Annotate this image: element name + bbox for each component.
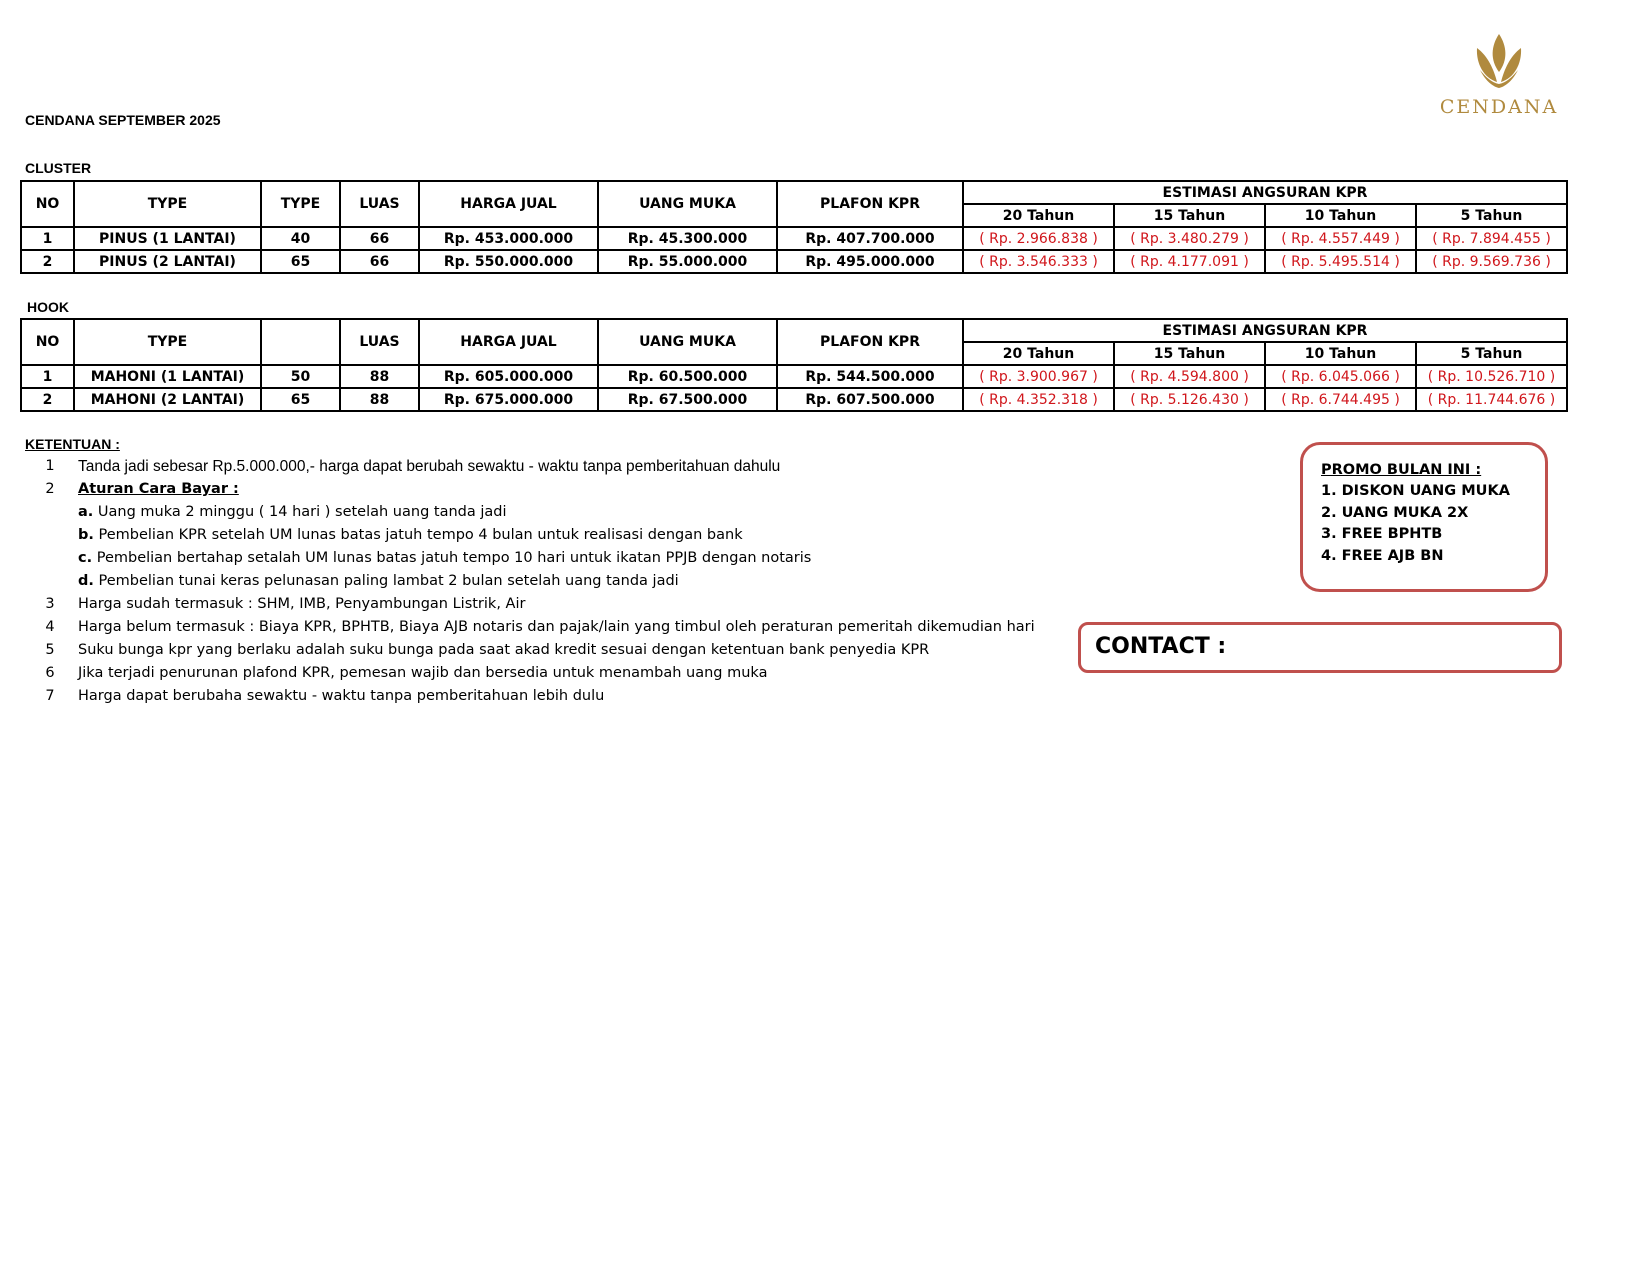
- sub-item: [40, 547, 1040, 570]
- promo-box: [1300, 442, 1548, 592]
- list-item: [40, 593, 1040, 616]
- cell-type: PINUS (1 LANTAI): [74, 227, 261, 250]
- cell-angsuran-5: ( Rp. 9.569.736 ): [1416, 250, 1567, 273]
- header-plafon-kpr: PLAFON KPR: [777, 181, 963, 227]
- cell-angsuran-20: ( Rp. 4.352.318 ): [963, 388, 1114, 411]
- cell-plafon-kpr: Rp. 407.700.000: [777, 227, 963, 250]
- sub-item-letter: c.: [78, 550, 93, 566]
- header-20-tahun: 20 Tahun: [963, 342, 1114, 365]
- item-text: Suku bunga kpr yang berlaku adalah suku bunga pada saat akad kredit sesuai dengan ketentuan bank penyedia KPR: [78, 642, 930, 658]
- cluster-price-table: [20, 180, 1568, 274]
- sub-item-letter: a.: [78, 504, 94, 520]
- header-10-tahun: 10 Tahun: [1265, 204, 1416, 227]
- cell-type: PINUS (2 LANTAI): [74, 250, 261, 273]
- sub-item: [40, 501, 1040, 524]
- sub-item-letter: b.: [78, 527, 94, 543]
- promo-item: 4. FREE AJB BN: [1321, 547, 1444, 564]
- cell-no: 1: [21, 227, 74, 250]
- item-number: 2: [45, 481, 55, 497]
- header-20-tahun: 20 Tahun: [963, 204, 1114, 227]
- cell-angsuran-5: ( Rp. 11.744.676 ): [1416, 388, 1567, 411]
- list-item: [40, 455, 1040, 478]
- header-luas: LUAS: [340, 181, 419, 227]
- ketentuan-title: KETENTUAN :: [25, 436, 120, 452]
- header-10-tahun: 10 Tahun: [1265, 342, 1416, 365]
- list-item: [40, 662, 1040, 685]
- cell-angsuran-20: ( Rp. 2.966.838 ): [963, 227, 1114, 250]
- header-no: NO: [21, 181, 74, 227]
- table-row: [21, 388, 1567, 411]
- table-row: [21, 250, 1567, 273]
- ketentuan-list: [40, 455, 1040, 708]
- cendana-logo: [1436, 32, 1562, 122]
- cell-harga-jual: Rp. 550.000.000: [419, 250, 598, 273]
- cell-harga-jual: Rp. 453.000.000: [419, 227, 598, 250]
- header-uang-muka: UANG MUKA: [598, 319, 777, 365]
- cell-no: 1: [21, 365, 74, 388]
- sub-item-text: Pembelian tunai keras pelunasan paling lambat 2 bulan setelah uang tanda jadi: [93, 573, 679, 589]
- cell-type-number: 65: [261, 388, 340, 411]
- header-type: TYPE: [74, 181, 261, 227]
- item-text: Harga belum termasuk : Biaya KPR, BPHTB, Biaya AJB notaris dan pajak/lain yang timbul oleh peraturan pemeritah dikemudian hari: [78, 619, 1035, 635]
- logo-text: CENDANA: [1439, 96, 1559, 118]
- cell-uang-muka: Rp. 67.500.000: [598, 388, 777, 411]
- item-text: Tanda jadi sebesar Rp.5.000.000,- harga dapat berubah sewaktu - waktu tanpa pemberitahuan dahulu: [78, 458, 781, 475]
- header-15-tahun: 15 Tahun: [1114, 342, 1265, 365]
- item-number: 5: [45, 642, 55, 658]
- header-type-number: TYPE: [261, 181, 340, 227]
- cell-angsuran-10: ( Rp. 5.495.514 ): [1265, 250, 1416, 273]
- item-number: 6: [45, 665, 55, 681]
- aturan-cara-bayar-title: Aturan Cara Bayar :: [78, 481, 239, 497]
- sub-item-text: Uang muka 2 minggu ( 14 hari ) setelah uang tanda jadi: [93, 504, 507, 520]
- cell-type-number: 40: [261, 227, 340, 250]
- cell-luas: 88: [340, 365, 419, 388]
- contact-box: [1078, 622, 1562, 673]
- cell-plafon-kpr: Rp. 495.000.000: [777, 250, 963, 273]
- item-number: 7: [45, 688, 55, 704]
- cell-type-number: 50: [261, 365, 340, 388]
- cell-plafon-kpr: Rp. 544.500.000: [777, 365, 963, 388]
- header-type-number: [261, 319, 340, 365]
- cell-angsuran-10: ( Rp. 6.045.066 ): [1265, 365, 1416, 388]
- table-row: [21, 365, 1567, 388]
- cell-no: 2: [21, 388, 74, 411]
- cell-angsuran-10: ( Rp. 6.744.495 ): [1265, 388, 1416, 411]
- cell-angsuran-15: ( Rp. 5.126.430 ): [1114, 388, 1265, 411]
- sub-item-text: Pembelian KPR setelah UM lunas batas jatuh tempo 4 bulan untuk realisasi dengan bank: [93, 527, 743, 543]
- header-estimasi-angsuran: ESTIMASI ANGSURAN KPR: [963, 319, 1567, 342]
- cell-luas: 66: [340, 227, 419, 250]
- cell-luas: 88: [340, 388, 419, 411]
- item-text: Jika terjadi penurunan plafond KPR, pemesan wajib dan bersedia untuk menambah uang muka: [78, 665, 768, 681]
- cell-angsuran-15: ( Rp. 4.594.800 ): [1114, 365, 1265, 388]
- sub-item: [40, 570, 1040, 593]
- item-number: 4: [45, 619, 55, 635]
- header-type: TYPE: [74, 319, 261, 365]
- header-luas: LUAS: [340, 319, 419, 365]
- cell-angsuran-15: ( Rp. 4.177.091 ): [1114, 250, 1265, 273]
- header-no: NO: [21, 319, 74, 365]
- table-header-row: [21, 319, 1567, 342]
- cell-harga-jual: Rp. 605.000.000: [419, 365, 598, 388]
- cell-angsuran-20: ( Rp. 3.546.333 ): [963, 250, 1114, 273]
- header-uang-muka: UANG MUKA: [598, 181, 777, 227]
- cell-type: MAHONI (1 LANTAI): [74, 365, 261, 388]
- sub-item-text: Pembelian bertahap setalah UM lunas batas jatuh tempo 10 hari untuk ikatan PPJB dengan notaris: [92, 550, 812, 566]
- cluster-label: CLUSTER: [25, 160, 92, 176]
- header-harga-jual: HARGA JUAL: [419, 319, 598, 365]
- header-15-tahun: 15 Tahun: [1114, 204, 1265, 227]
- lotus-icon: [1436, 32, 1562, 96]
- sub-item-letter: d.: [78, 573, 94, 589]
- hook-label: HOOK: [27, 299, 69, 315]
- cell-harga-jual: Rp. 675.000.000: [419, 388, 598, 411]
- list-item: [40, 685, 1040, 708]
- document-title: CENDANA SEPTEMBER 2025: [25, 112, 221, 128]
- promo-title: PROMO BULAN INI :: [1321, 462, 1482, 478]
- item-text: Harga sudah termasuk : SHM, IMB, Penyambungan Listrik, Air: [78, 596, 526, 612]
- promo-item: 2. UANG MUKA 2X: [1321, 504, 1469, 521]
- promo-item: 3. FREE BPHTB: [1321, 526, 1443, 542]
- sub-item: [40, 524, 1040, 547]
- header-plafon-kpr: PLAFON KPR: [777, 319, 963, 365]
- hook-price-table: [20, 318, 1568, 412]
- table-header-row: [21, 181, 1567, 204]
- cell-plafon-kpr: Rp. 607.500.000: [777, 388, 963, 411]
- cell-angsuran-20: ( Rp. 3.900.967 ): [963, 365, 1114, 388]
- table-row: [21, 227, 1567, 250]
- cell-angsuran-5: ( Rp. 7.894.455 ): [1416, 227, 1567, 250]
- cell-angsuran-15: ( Rp. 3.480.279 ): [1114, 227, 1265, 250]
- item-text: Harga dapat berubaha sewaktu - waktu tanpa pemberitahuan lebih dulu: [78, 688, 605, 704]
- header-5-tahun: 5 Tahun: [1416, 342, 1567, 365]
- header-estimasi-angsuran: ESTIMASI ANGSURAN KPR: [963, 181, 1567, 204]
- list-item: [40, 639, 1040, 662]
- cell-angsuran-5: ( Rp. 10.526.710 ): [1416, 365, 1567, 388]
- cell-uang-muka: Rp. 45.300.000: [598, 227, 777, 250]
- cell-no: 2: [21, 250, 74, 273]
- item-number: 3: [45, 596, 55, 612]
- promo-item: 1. DISKON UANG MUKA: [1321, 483, 1510, 499]
- header-5-tahun: 5 Tahun: [1416, 204, 1567, 227]
- cell-type: MAHONI (2 LANTAI): [74, 388, 261, 411]
- contact-label: CONTACT :: [1095, 634, 1227, 659]
- item-number: 1: [45, 458, 55, 474]
- cell-angsuran-10: ( Rp. 4.557.449 ): [1265, 227, 1416, 250]
- header-harga-jual: HARGA JUAL: [419, 181, 598, 227]
- cell-luas: 66: [340, 250, 419, 273]
- cell-uang-muka: Rp. 60.500.000: [598, 365, 777, 388]
- cell-type-number: 65: [261, 250, 340, 273]
- cell-uang-muka: Rp. 55.000.000: [598, 250, 777, 273]
- list-item: [40, 478, 1040, 501]
- list-item: [40, 616, 1040, 639]
